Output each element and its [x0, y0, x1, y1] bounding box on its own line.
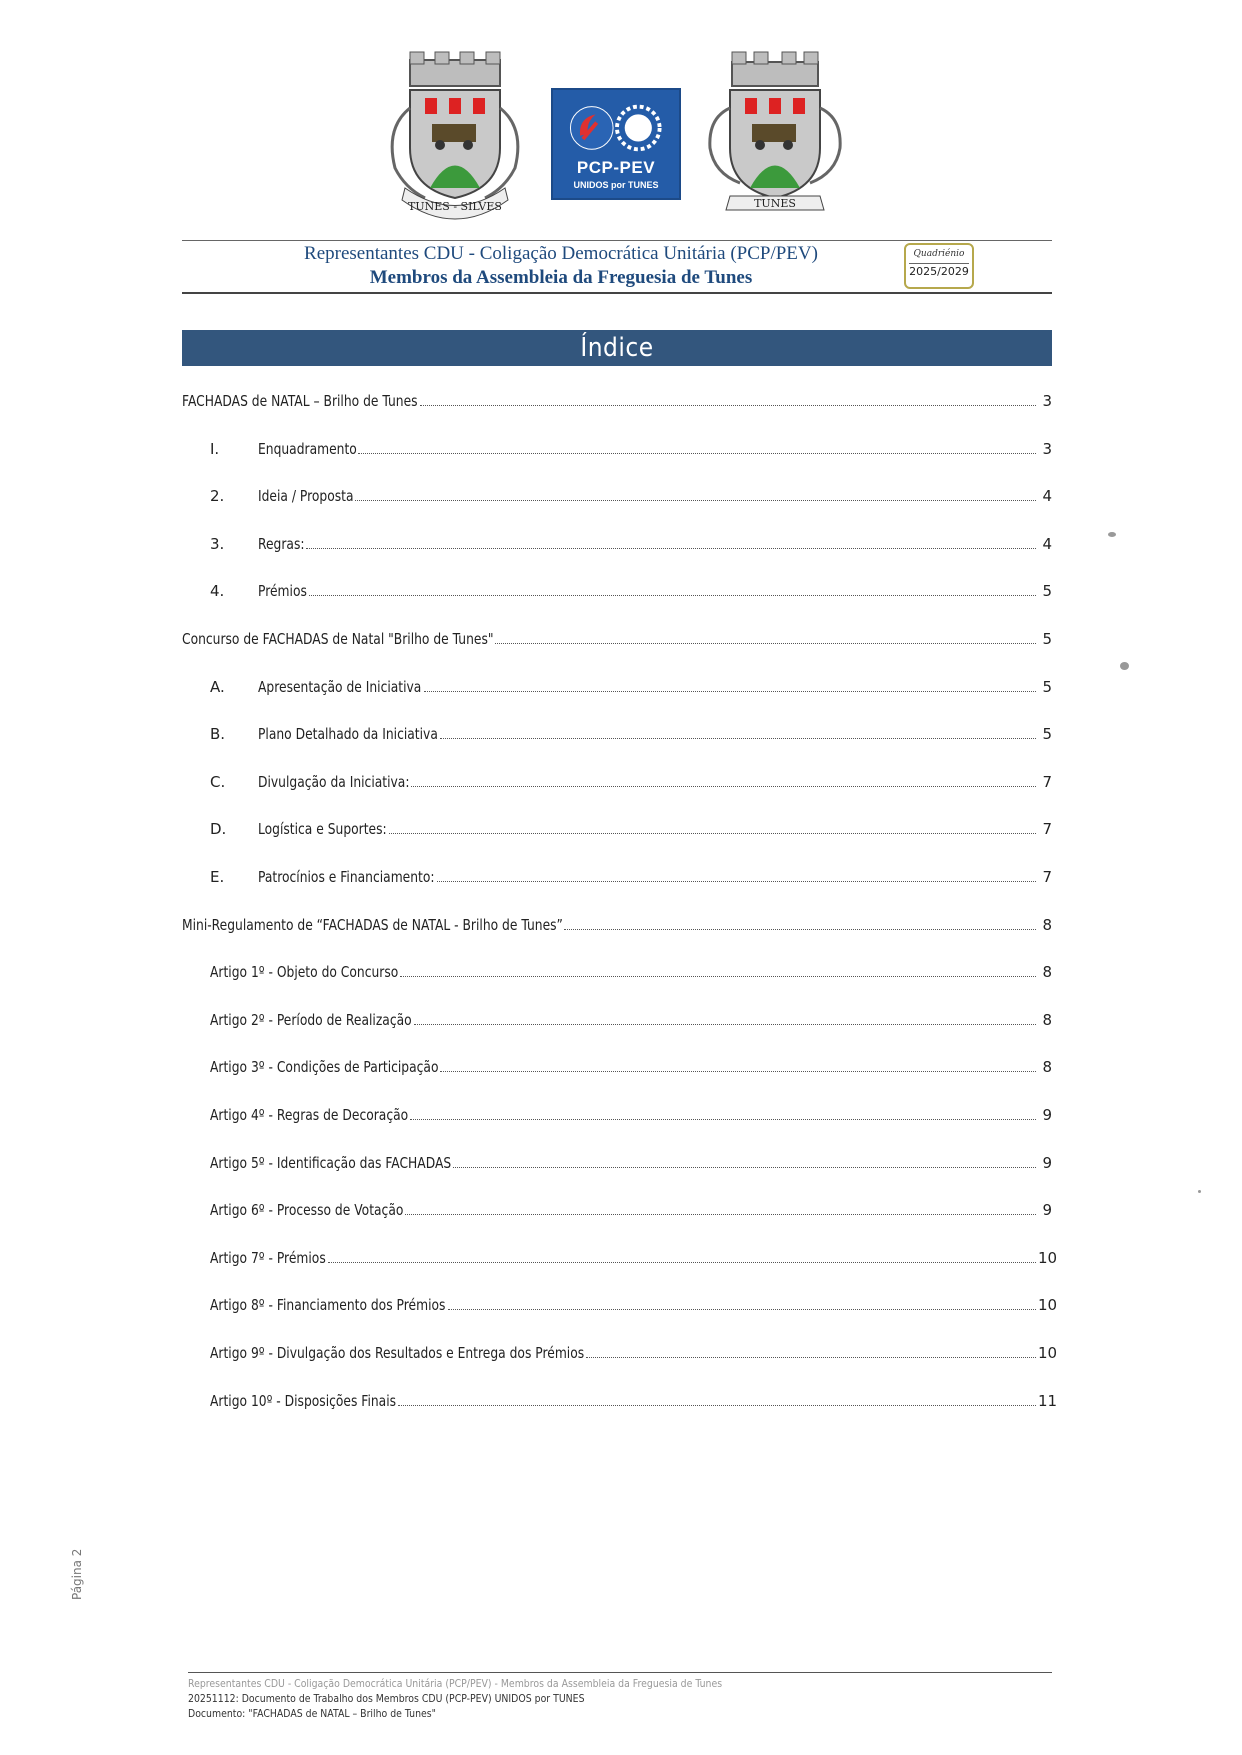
toc-entry[interactable] — [182, 1005, 1052, 1029]
toc-entry-page: 10 — [1038, 1344, 1058, 1362]
toc-entry-page: 7 — [1042, 868, 1052, 886]
page-number-side-label: Página 2 — [70, 1548, 84, 1600]
toc-entry-page: 9 — [1042, 1201, 1052, 1220]
footer-line-2: 20251112: Documento de Trabalho dos Membros CDU (PCP-PEV) UNIDOS por TUNES — [188, 1692, 585, 1705]
toc-entry-title: Artigo 8º - Financiamento dos Prémios — [210, 1296, 446, 1315]
quadrennium-years: 2025/2029 — [909, 265, 969, 278]
toc-entry-title: FACHADAS de NATAL – Brilho de Tunes — [182, 392, 418, 410]
toc-leader-dots — [564, 929, 1036, 930]
header-top-rule — [182, 240, 1052, 241]
toc-leader-dots — [586, 1357, 1036, 1358]
toc-entry-page: 9 — [1042, 1106, 1052, 1124]
toc-leader-dots — [328, 1262, 1036, 1263]
toc-entry[interactable] — [182, 957, 1052, 981]
toc-entry-number: 2. — [210, 487, 225, 506]
toc-entry-title: Artigo 2º - Período de Realização — [210, 1010, 412, 1029]
toc-entry-page: 3 — [1042, 392, 1052, 410]
party-logo-subtitle: UNIDOS por TUNES — [573, 180, 659, 190]
tunes-silves-crest-logo — [380, 48, 530, 223]
toc-entry-title: Divulgação da Iniciativa: — [258, 772, 410, 791]
toc-entry-page: 7 — [1042, 820, 1052, 839]
toc-entry-number: D. — [210, 820, 227, 839]
toc-leader-dots — [448, 1309, 1036, 1310]
toc-leader-dots — [306, 548, 1036, 549]
toc-leader-dots — [355, 500, 1036, 501]
toc-entry-page: 3 — [1042, 439, 1052, 458]
toc-entry-title: Patrocínios e Financiamento: — [258, 868, 435, 886]
toc-entry-page: 5 — [1042, 725, 1052, 744]
toc-entry-title: Enquadramento — [258, 439, 357, 458]
header-line-1: Representantes CDU - Coligação Democrática Unitária (PCP/PEV) — [304, 243, 818, 264]
toc-entry-page: 5 — [1042, 582, 1052, 601]
toc-entry[interactable] — [182, 386, 1052, 410]
svg-text:TUNES - SILVES: TUNES - SILVES — [408, 200, 502, 213]
toc-entry-title: Artigo 4º - Regras de Decoração — [210, 1106, 409, 1124]
toc-leader-dots — [398, 1405, 1036, 1406]
scan-speck — [1198, 1190, 1201, 1193]
toc-entry-page: 5 — [1042, 677, 1052, 696]
toc-entry-page: 11 — [1038, 1391, 1058, 1410]
toc-entry-page: 8 — [1042, 915, 1052, 934]
toc-entry-title: Artigo 7º - Prémios — [210, 1248, 326, 1267]
toc-leader-dots — [440, 738, 1036, 739]
toc-leader-dots — [400, 976, 1036, 977]
toc-entry-title: Artigo 9º - Divulgação dos Resultados e Entrega dos Prémios — [210, 1344, 585, 1362]
toc-leader-dots — [453, 1167, 1036, 1168]
footer-line-1: Representantes CDU - Coligação Democrática Unitária (PCP/PEV) - Membros da Assembleia da Freguesia de Tunes — [188, 1677, 723, 1690]
toc-leader-dots — [309, 595, 1036, 596]
header-logos — [380, 48, 1020, 238]
toc-entry[interactable] — [182, 1148, 1052, 1172]
toc-entry-page: 8 — [1042, 1058, 1052, 1077]
toc-entry-title: Artigo 5º - Identificação das FACHADAS — [210, 1153, 452, 1172]
toc-entry[interactable] — [182, 576, 1052, 600]
toc-entry[interactable] — [182, 1386, 1058, 1410]
toc-entry-number: 4. — [210, 582, 225, 601]
toc-leader-dots — [440, 1071, 1036, 1072]
quadrennium-badge — [904, 243, 974, 289]
toc-entry[interactable] — [182, 529, 1052, 553]
toc-entry[interactable] — [182, 1195, 1052, 1219]
toc-entry-page: 4 — [1042, 487, 1052, 506]
toc-entry-title: Mini-Regulamento de “FACHADAS de NATAL - Brilho de Tunes” — [182, 915, 563, 934]
toc-entry[interactable] — [182, 1338, 1058, 1362]
toc-entry-title: Ideia / Proposta — [258, 487, 354, 506]
toc-entry-number: B. — [210, 725, 226, 744]
toc-leader-dots — [410, 1119, 1036, 1120]
toc-entry[interactable] — [182, 1243, 1058, 1267]
toc-entry[interactable] — [182, 624, 1052, 648]
toc-entry[interactable] — [182, 862, 1052, 886]
svg-text:TUNES: TUNES — [754, 197, 796, 210]
toc-entry[interactable] — [182, 672, 1052, 696]
toc-leader-dots — [411, 786, 1036, 787]
toc-entry[interactable] — [182, 910, 1052, 934]
hammer-sickle-sunflower-icon — [553, 96, 679, 156]
toc-entry-page: 5 — [1042, 630, 1052, 648]
header-line-2: Membros da Assembleia da Freguesia de Tunes — [369, 267, 753, 288]
toc-entry-number: C. — [210, 772, 226, 791]
toc-leader-dots — [414, 1024, 1036, 1025]
toc-entry-number: E. — [210, 868, 225, 886]
toc-leader-dots — [424, 691, 1036, 692]
footer — [188, 1676, 1052, 1721]
toc-title: Índice — [182, 330, 1052, 366]
toc-entry-page: 10 — [1038, 1296, 1058, 1315]
toc-entry-title: Concurso de FACHADAS de Natal "Brilho de Tunes" — [182, 630, 494, 648]
toc-leader-dots — [389, 833, 1036, 834]
toc-leader-dots — [437, 881, 1036, 882]
toc-entry-page: 7 — [1042, 772, 1052, 791]
toc-entry-page: 9 — [1042, 1153, 1052, 1172]
toc-entry[interactable] — [182, 814, 1052, 838]
toc-entry[interactable] — [182, 719, 1052, 743]
toc-entry-title: Artigo 3º - Condições de Participação — [210, 1058, 439, 1077]
toc-leader-dots — [358, 453, 1036, 454]
toc-entry[interactable] — [182, 767, 1052, 791]
toc-leader-dots — [405, 1214, 1036, 1215]
toc-entry-title: Artigo 1º - Objeto do Concurso — [210, 963, 399, 982]
toc-entry-page: 4 — [1042, 534, 1052, 553]
footer-rule — [188, 1672, 1052, 1673]
toc-entry[interactable] — [182, 1290, 1058, 1315]
toc-entry[interactable] — [182, 1052, 1052, 1076]
toc-entry-page: 10 — [1038, 1248, 1058, 1267]
toc-entry-page: 8 — [1042, 1010, 1052, 1029]
footer-line-3: Documento: "FACHADAS de NATAL – Brilho de Tunes" — [188, 1707, 436, 1720]
toc-entry-number: I. — [210, 439, 220, 458]
toc-entry[interactable] — [182, 1100, 1052, 1124]
toc-entry-title: Artigo 6º - Processo de Votação — [210, 1201, 404, 1220]
party-logo-title: PCP-PEV — [576, 158, 656, 177]
toc-entry-number: A. — [210, 677, 225, 696]
toc-entry-title: Logística e Suportes: — [258, 820, 387, 839]
pcp-pev-logo — [551, 88, 681, 200]
toc-leader-dots — [495, 643, 1036, 644]
toc-entry-title: Apresentação de Iniciativa — [258, 677, 422, 696]
toc-entry-title: Plano Detalhado da Iniciativa — [258, 725, 438, 744]
toc-entry[interactable] — [182, 434, 1052, 458]
scan-speck — [1108, 532, 1116, 537]
toc-entry-title: Prémios — [258, 582, 307, 601]
toc-entry-number: 3. — [210, 534, 225, 553]
header-bottom-rule — [182, 292, 1052, 294]
toc-entry-title: Artigo 10º - Disposições Finais — [210, 1391, 397, 1410]
toc-entry[interactable] — [182, 481, 1052, 505]
scan-speck — [1120, 662, 1129, 670]
tunes-crest-logo — [700, 48, 850, 223]
toc-entry-page: 8 — [1042, 963, 1052, 982]
quadrennium-label: Quadriénio — [913, 249, 965, 259]
toc-entry-title: Regras: — [258, 534, 305, 553]
toc-leader-dots — [420, 405, 1036, 406]
